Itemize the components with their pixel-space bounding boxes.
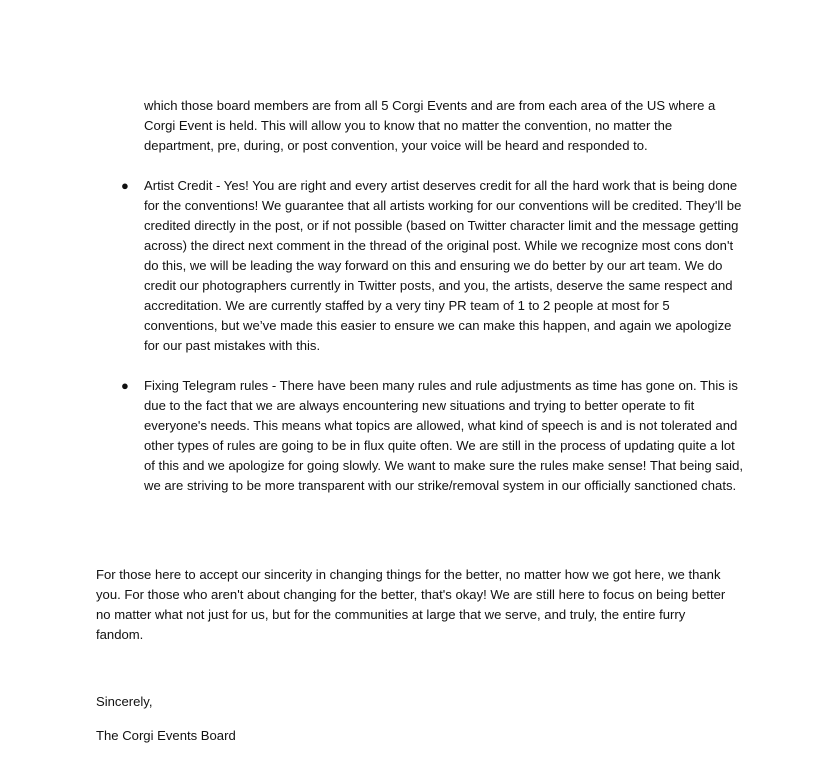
bullet-text: Fixing Telegram rules - There have been many rules and rule adjustments as time has gone on. This is due to the fact that we are always encountering new situations and trying to better operate to fit everyone's needs. This means what topics are allowed, what kind of speech is and is not tolerated and other types of rules are going to be in flux quite often. We are still in the process of updating quite a lot of this and we apologize for going slowly. We want to make sure the rules make sense! That being said, we are striving to be more transparent with our strike/removal system in our officially sanctioned chats. (144, 378, 743, 493)
closing-paragraph: For those here to accept our sincerity in changing things for the better, no matter how we got here, we thank you. For those who aren't about changing for the better, that's okay! We are still here to focus on being better no matter what not just for us, but for the communities at large that we serve, and truly, the entire furry fandom. (96, 567, 726, 642)
continuation-paragraph: which those board members are from all 5 Corgi Events and are from each area of the US where a Corgi Event is held. This will allow you to know that no matter the convention, no matter the department, pre, during, or post convention, your voice will be heard and responded to. (144, 98, 716, 153)
bullet-icon: ● (121, 378, 129, 393)
signature: The Corgi Events Board (96, 728, 236, 743)
sign-off: Sincerely, (96, 694, 153, 709)
bullet-item-artist-credit (121, 176, 744, 356)
bullet-text: Artist Credit - Yes! You are right and every artist deserves credit for all the hard work that is being done for the conventions! We guarantee that all artists working for our conventions will be credited. They'll be credited directly in the post, or if not possible (based on Twitter character limit and the message getting across) the direct next comment in the thread of the original post. While we recognize most cons don't do this, we will be leading the way forward on this and ensuring we do better by our art team. We do credit our photographers currently in Twitter posts, and you, the artists, deserve the same respect and accreditation. We are currently staffed by a very tiny PR team of 1 to 2 people at most for 5 conventions, but we’ve made this easier to ensure we can make this happen, and again we apologize for our past mistakes with this. (144, 178, 742, 353)
bullet-item-telegram-rules (121, 376, 744, 496)
bullet-icon: ● (121, 178, 129, 193)
